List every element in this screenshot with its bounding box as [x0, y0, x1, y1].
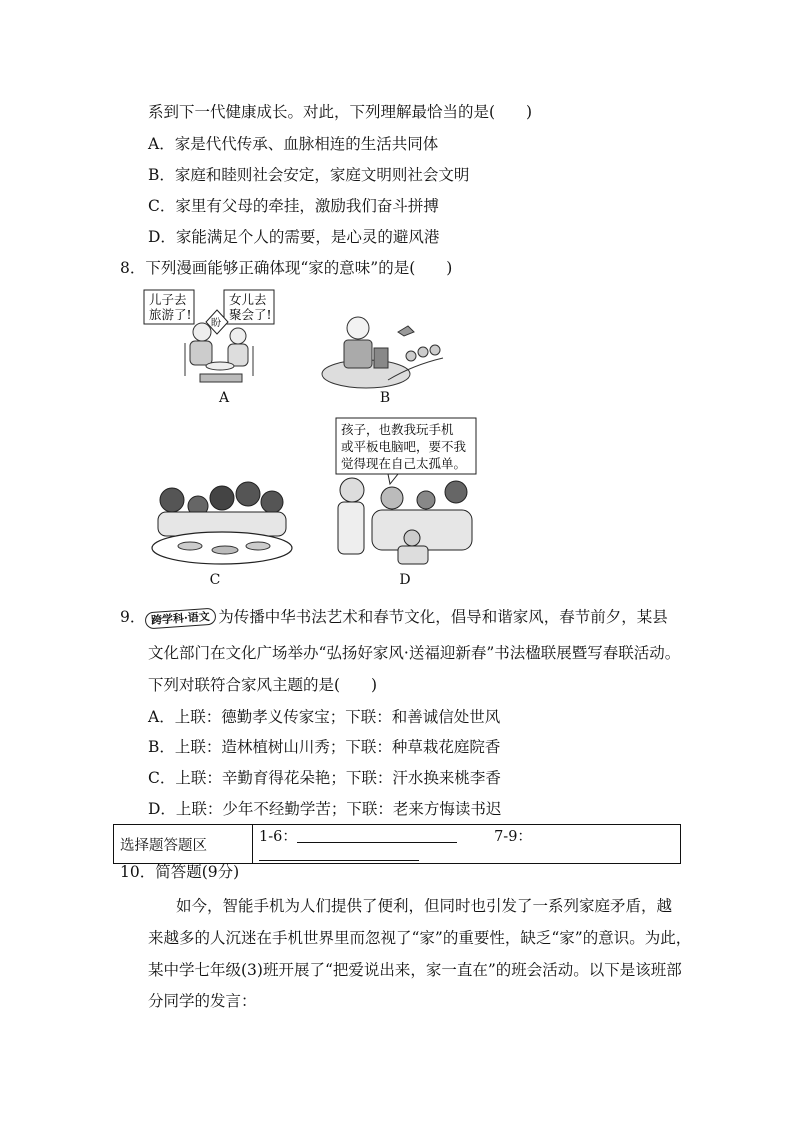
q10-para-3: 某中学七年级(3)班开展了“把爱说出来，家一直在”的班会活动。以下是该班部 [148, 961, 682, 979]
q9-option-b: B．上联：造林植树山川秀；下联：种草栽花庭院香 [148, 738, 501, 756]
cartoon-a-illustration [140, 288, 275, 388]
q7-option-d: D．家能满足个人的需要，是心灵的避风港 [148, 228, 440, 246]
answer-range-2: 7-9： [494, 829, 532, 845]
q9-subject-tag: 跨学科·语文 [145, 608, 217, 630]
answer-table [113, 824, 681, 864]
cartoon-d-bubble-1: 孩子，也教我玩手机 [341, 422, 454, 437]
q9-line-1 [120, 607, 668, 627]
cartoon-a-bubble-left-2: 旅游了! [149, 307, 192, 322]
q7-option-b: B．家庭和睦则社会安定，家庭文明则社会文明 [148, 166, 470, 184]
answer-blank-2[interactable] [259, 846, 419, 861]
q10-para-2: 来越多的人沉迷在手机世界里而忽视了“家”的重要性，缺乏“家”的意识。为此， [148, 929, 692, 947]
q9-line-3: 下列对联符合家风主题的是( ) [148, 676, 378, 694]
cartoon-a-sign: 盼 [211, 318, 221, 329]
cartoon-b-caption: B [379, 390, 391, 406]
q8-stem: 8．下列漫画能够正确体现“家的意味”的是( ) [120, 259, 453, 277]
cartoon-c-illustration [150, 480, 295, 568]
q9-text-1: 为传播中华书法艺术和春节文化，倡导和谐家风，春节前夕，某县 [218, 608, 668, 626]
cartoon-a-bubble-right-2: 聚会了! [229, 307, 272, 322]
answer-blank-1[interactable] [297, 828, 457, 843]
answer-range-1: 1-6： [259, 829, 297, 845]
cartoon-c-caption: C [209, 572, 221, 588]
cartoon-b-illustration [318, 310, 450, 390]
q10-para-1: 如今，智能手机为人们提供了便利，但同时也引发了一系列家庭矛盾，越 [176, 897, 673, 915]
cartoon-d-illustration [328, 416, 478, 570]
answer-table-label: 选择题答题区 [114, 825, 253, 864]
q7-option-c: C．家里有父母的牵挂，激励我们奋斗拼搏 [148, 197, 439, 215]
q9-line-2: 文化部门在文化广场举办“弘扬好家风·送福迎新春”书法楹联展暨写春联活动。 [148, 644, 681, 662]
q9-option-d: D．上联：少年不经勤学苦；下联：老来方悔读书迟 [148, 800, 502, 818]
q9-option-c: C．上联：辛勤育得花朵艳；下联：汗水换来桃李香 [148, 769, 501, 787]
cartoon-d-caption: D [399, 572, 411, 588]
answer-table-fields [253, 825, 681, 864]
q10-title: 10．简答题(9分) [120, 863, 240, 881]
cartoon-d-bubble-3: 觉得现在自己太孤单。 [341, 456, 467, 471]
q9-number: 9． [120, 608, 146, 626]
cartoon-d-bubble-2: 或平板电脑吧，要不我 [341, 439, 467, 454]
q7-stem-tail: 系到下一代健康成长。对此，下列理解最恰当的是( ) [148, 103, 533, 121]
cartoon-a-bubble-left-1: 儿子去 [149, 292, 187, 307]
cartoon-a-caption: A [218, 390, 230, 406]
cartoon-a-bubble-right-1: 女儿去 [229, 292, 267, 307]
q9-option-a: A．上联：德勤孝义传家宝；下联：和善诚信处世风 [148, 708, 501, 726]
q10-para-4: 分同学的发言： [148, 992, 257, 1010]
q7-option-a: A．家是代代传承、血脉相连的生活共同体 [148, 135, 439, 153]
